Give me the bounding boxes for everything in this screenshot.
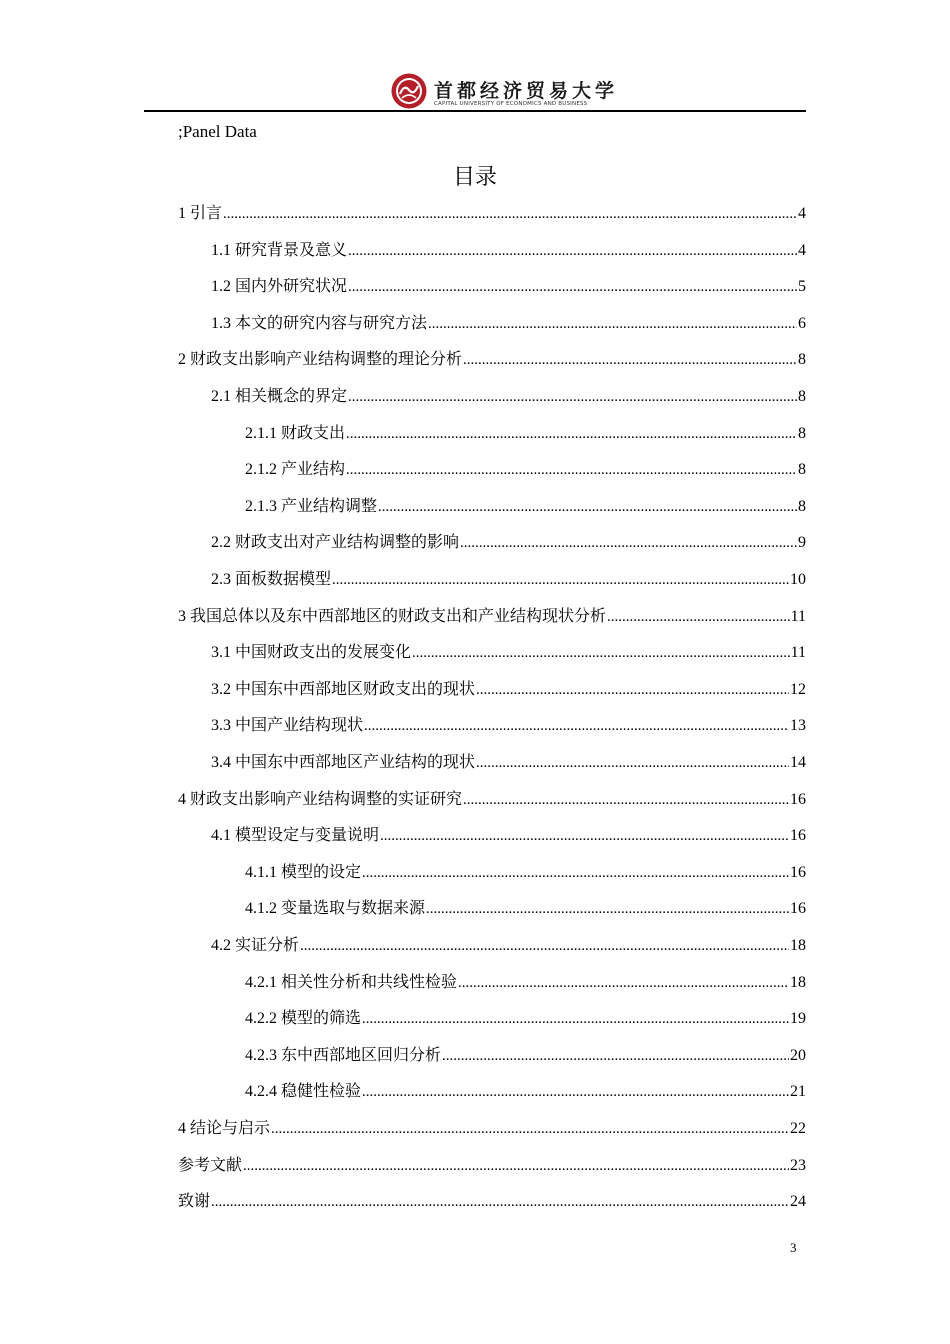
toc-entry-number: 4.1.2 [245,900,281,918]
toc-entry-page: 8 [798,424,806,442]
toc-entry-title: 中国财政支出的发展变化 [235,642,412,662]
toc-entry[interactable] [178,345,806,373]
toc-entry-number: 1 [178,205,190,222]
toc-dot-leader [243,1152,789,1180]
toc-entry-title: 引言 [190,203,223,222]
toc-dot-leader [223,200,797,228]
toc-entry-title: 财政支出 [281,422,346,442]
toc-entry-title: 财政支出影响产业结构调整的实证研究 [190,788,463,808]
toc-dot-leader [271,1115,789,1143]
toc-entry-title: 产业结构 [281,459,346,479]
toc-entry[interactable] [245,419,806,447]
toc-dot-leader [378,493,797,521]
toc-entry-page: 13 [790,717,806,735]
toc-dot-leader [380,822,789,850]
toc-entry-title: 中国东中西部地区财政支出的现状 [235,678,476,698]
toc-entry[interactable] [211,821,806,849]
keywords-tail: ;Panel Data [178,122,257,141]
toc-dot-leader [428,310,797,338]
toc-entry-page: 8 [798,497,806,515]
toc-entry[interactable] [245,968,806,996]
toc-entry-number: 2.3 [211,571,235,588]
toc-dot-leader [607,603,790,631]
toc-title: 目录 [452,165,497,190]
toc-entry[interactable] [211,675,806,703]
toc-entry-title: 财政支出影响产业结构调整的理论分析 [190,349,463,369]
toc-entry-page: 16 [790,827,806,845]
toc-dot-leader [460,529,797,557]
toc-entry-number: 4.2 [211,937,235,954]
toc-entry-page: 16 [790,790,806,808]
toc-entry-number: 2.1.1 [245,424,281,442]
toc-dot-leader [362,859,789,887]
toc-entry-title: 中国东中西部地区产业结构的现状 [235,752,476,771]
toc-entry-title: 本文的研究内容与研究方法 [235,312,428,332]
toc-entry[interactable] [211,309,806,337]
toc-dot-leader [362,1078,789,1106]
toc-entry-page: 18 [790,937,806,954]
toc-entry[interactable] [178,1187,806,1215]
toc-entry-title: 结论与启示 [190,1118,271,1137]
toc-entry-title: 模型设定与变量说明 [235,825,380,845]
toc-dot-leader [332,566,789,594]
toc-entry-page: 18 [790,973,806,991]
toc-dot-leader [364,712,789,740]
toc-entry-number: 3 [178,607,190,625]
page-header [144,68,806,112]
toc-entry[interactable] [245,492,806,520]
toc-entry-page: 4 [798,241,806,259]
university-name-english: CAPITAL UNIVERSITY OF ECONOMICS AND BUSINESS [434,101,588,107]
toc-entry-page: 6 [798,314,806,332]
toc-entry-page: 16 [790,900,806,918]
toc-entry-number: 3.1 [211,644,235,662]
toc-entry-number: 3.4 [211,754,235,771]
toc-dot-leader [348,273,797,301]
toc-entry-page: 14 [790,754,806,771]
toc-entry-page: 11 [790,644,806,662]
university-name: 首都经济贸易大学 [434,80,619,102]
toc-entry-number: 2.1.2 [245,461,281,479]
toc-entry[interactable] [211,748,806,776]
toc-entry-page: 4 [798,205,806,222]
toc-entry-page: 19 [790,1010,806,1028]
toc-entry-number: 2 [178,351,190,369]
toc-dot-leader [426,895,789,923]
toc-entry[interactable] [245,1041,806,1069]
toc-entry-title: 我国总体以及东中西部地区的财政支出和产业结构现状分析 [190,605,607,625]
toc-entry-page: 16 [790,863,806,881]
toc-entry-title: 致谢 [178,1191,211,1211]
toc-entry-number: 2.1 [211,388,235,405]
toc-dot-leader [412,639,790,667]
toc-entry[interactable] [178,1151,806,1179]
toc-dot-leader [476,749,789,777]
toc-dot-leader [458,969,789,997]
toc-entry-title: 财政支出对产业结构调整的影响 [235,532,460,552]
toc-entry-page: 8 [798,388,806,405]
toc-entry-title: 变量选取与数据来源 [281,898,426,918]
toc-entry-number: 1.2 [211,278,235,296]
toc-dot-leader [300,932,789,960]
toc-entry-title: 中国产业结构现状 [235,715,364,735]
toc-entry[interactable] [245,1004,806,1032]
toc-entry-page: 11 [790,607,806,625]
toc-entry-title: 国内外研究状况 [235,276,348,296]
toc-entry-number: 4.2.2 [245,1010,281,1028]
toc-dot-leader [346,456,797,484]
toc-entry-page: 5 [798,278,806,296]
toc-entry-page: 23 [790,1156,806,1174]
toc-entry-number: 1.1 [211,241,235,259]
toc-entry-title: 面板数据模型 [235,569,332,588]
toc-dot-leader [362,1005,789,1033]
toc-entry-page: 21 [790,1083,806,1101]
page-number: 3 [790,1240,797,1255]
toc-entry[interactable] [245,1077,806,1105]
toc-entry-page: 22 [790,1120,806,1137]
toc-entry-number: 4.2.3 [245,1046,281,1064]
toc-entry-title: 稳健性检验 [281,1081,362,1101]
toc-entry-number: 3.3 [211,717,235,735]
university-seal-icon [390,72,428,110]
toc-entry-number: 4.2.1 [245,973,281,991]
toc-dot-leader [463,786,789,814]
toc-entry[interactable] [245,858,806,886]
toc-entry[interactable] [178,785,806,813]
toc-dot-leader [463,346,797,374]
toc-entry-title: 研究背景及意义 [235,239,348,259]
header-rule [144,110,806,112]
toc-entry[interactable] [178,199,806,227]
toc-entry-page: 8 [798,461,806,479]
toc-entry[interactable] [211,711,806,739]
toc-entry[interactable] [211,236,806,264]
toc-entry-page: 9 [798,534,806,552]
toc-entry[interactable] [178,602,806,630]
toc-entry-page: 24 [790,1193,806,1211]
toc-entry-title: 参考文献 [178,1154,243,1174]
toc-dot-leader [442,1042,789,1070]
toc-entry-number: 3.2 [211,680,235,698]
toc-entry-title: 东中西部地区回归分析 [281,1044,442,1064]
toc-entry[interactable] [211,528,806,556]
toc-entry-title: 模型的筛选 [281,1008,362,1028]
toc-entry[interactable] [211,931,806,959]
toc-entry-title: 模型的设定 [281,861,362,881]
toc-entry-page: 8 [798,351,806,369]
toc-entry-number: 4.2.4 [245,1083,281,1101]
toc-entry[interactable] [178,1114,806,1142]
toc-entry[interactable] [245,894,806,922]
toc-dot-leader [211,1188,789,1216]
toc-entry-number: 4 [178,1120,190,1137]
toc-dot-leader [346,420,797,448]
toc-entry-title: 相关概念的界定 [235,386,348,405]
toc-dot-leader [476,676,789,704]
toc-entry-number: 4 [178,790,190,808]
toc-entry-number: 1.3 [211,314,235,332]
toc-entry[interactable] [211,272,806,300]
toc-entry-page: 10 [790,571,806,588]
toc-entry-number: 4.1 [211,827,235,845]
university-logo [390,72,619,112]
toc-entry[interactable] [211,382,806,410]
toc-entry-title: 相关性分析和共线性检验 [281,971,458,991]
toc-entry[interactable] [211,638,806,666]
toc-dot-leader [348,383,797,411]
toc-entry-title: 实证分析 [235,935,300,954]
toc-entry-page: 12 [790,680,806,698]
toc-entry-number: 2.2 [211,534,235,552]
toc-entry[interactable] [211,565,806,593]
toc-entry-number: 4.1.1 [245,863,281,881]
toc-entry[interactable] [245,455,806,483]
toc-entry-page: 20 [790,1046,806,1064]
toc-entry-title: 产业结构调整 [281,495,378,515]
toc-entry-number: 2.1.3 [245,497,281,515]
toc-dot-leader [348,237,797,265]
